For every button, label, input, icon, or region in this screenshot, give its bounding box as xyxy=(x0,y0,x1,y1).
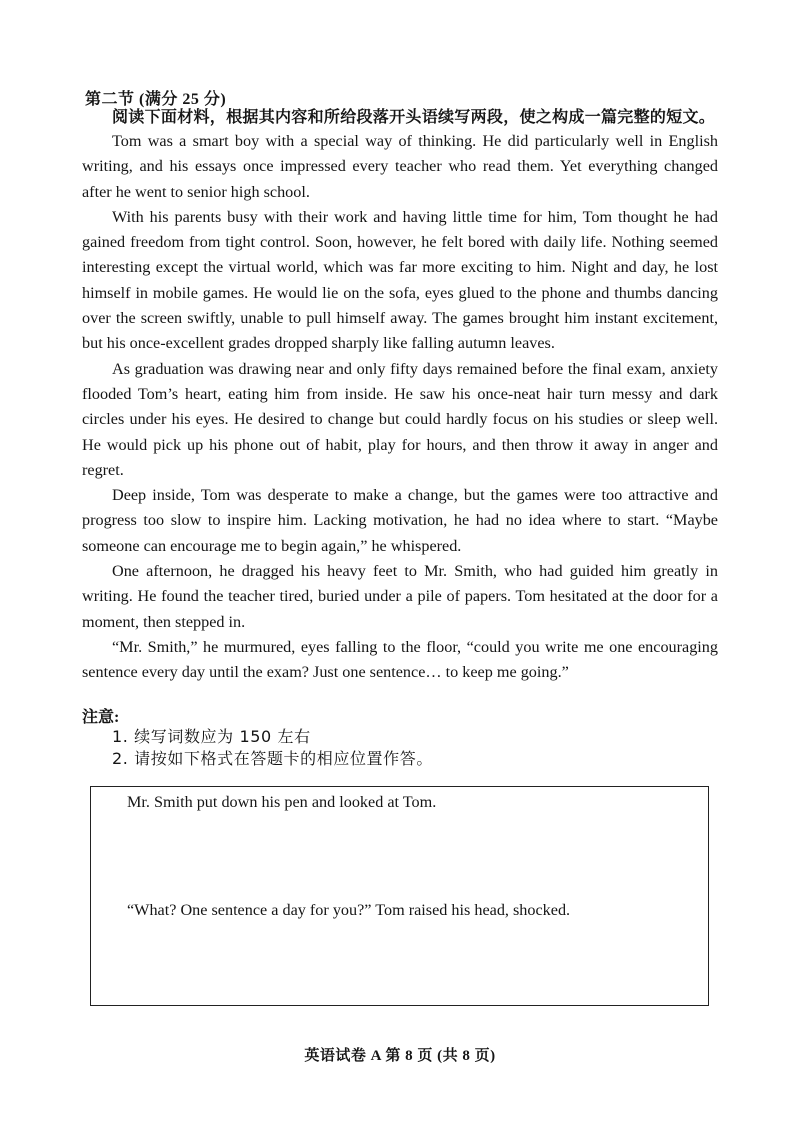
notes-heading: 注意: xyxy=(82,709,120,726)
note-item-2: 2. 请按如下格式在答题卡的相应位置作答。 xyxy=(112,749,433,768)
page-footer: 英语试卷 A 第 8 页 (共 8 页) xyxy=(304,1048,496,1064)
passage-paragraph-3: As graduation was drawing near and only fifty days remained before the final exam, anxiety flooded Tom’s heart, eating him from inside. He saw his once-neat hair turn messy and dark circles under his eyes. He desired to change but could hardly focus on his studies or sleep well. He would pick up his phone out of habit, play for hours, and then throw it away in anger and regret. xyxy=(82,359,718,479)
paragraph-opening-2: “What? One sentence a day for you?” Tom raised his head, shocked. xyxy=(127,901,571,919)
passage-paragraph-4: Deep inside, Tom was desperate to make a change, but the games were too attractive and progress too slow to inspire him. Lacking motivation, he had no idea where to start. “Maybe someone can encourage me to begin again,” he whispered. xyxy=(82,486,718,555)
instruction-text: 阅读下面材料，根据其内容和所给段落开头语续写两段，使之构成一篇完整的短文。 xyxy=(112,109,716,126)
note-item-1: 1. 续写词数应为 150 左右 xyxy=(112,727,311,746)
answer-format-box xyxy=(90,786,709,1006)
reading-passage xyxy=(82,129,718,686)
paragraph-opening-1: Mr. Smith put down his pen and looked at Tom. xyxy=(127,793,437,811)
passage-paragraph-5: One afternoon, he dragged his heavy feet to Mr. Smith, who had guided him greatly in writing. He found the teacher tired, buried under a pile of papers. Tom hesitated at the door for a moment, then stepped in. xyxy=(82,562,718,631)
passage-paragraph-1: Tom was a smart boy with a special way of thinking. He did particularly well in English writing, and his essays once impressed every teacher who read them. Yet everything changed after he went to senior high school. xyxy=(82,132,718,201)
passage-paragraph-6: “Mr. Smith,” he murmured, eyes falling to the floor, “could you write me one encouraging sentence every day until the exam? Just one sentence… to keep me going.” xyxy=(82,637,718,682)
passage-paragraph-2: With his parents busy with their work and having little time for him, Tom thought he had gained freedom from tight control. Soon, however, he felt bored with daily life. Nothing seemed interesting except the virtual world, which was far more exciting to him. Night and day, he lost himself in mobile games. He would lie on the sofa, eyes glued to the phone and thumbs dancing over the screen swiftly, unable to pull himself away. The games brought him instant excitement, but his once-excellent grades dropped sharply like falling autumn leaves. xyxy=(82,207,718,353)
section-title: 第二节 (满分 25 分) xyxy=(85,91,227,108)
notes-list xyxy=(112,726,433,770)
